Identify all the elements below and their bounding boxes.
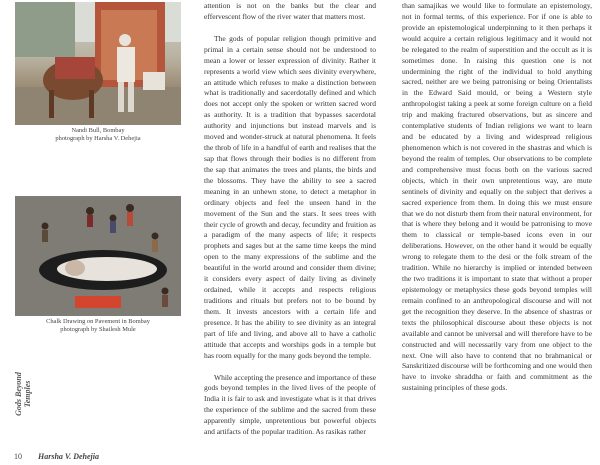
page-footer [14,452,99,461]
paragraph: While accepting the presence and importance of these gods beyond temples in the lived lives of the people of India it is fair to ask and investigate what is it that drives the experience of the sublime and the sacred from these apparently simple, unpretentious but powerful objects and artifacts of the popular tradition. As rasikas rather [204,372,376,437]
running-title: Gods Beyond Temples [14,372,32,416]
photo-caption-chalk [15,318,181,334]
text-column-left [204,1,376,438]
paragraph: attention is not on the banks but the clear and effervescent flow of the river water that matters most. [204,1,376,21]
paragraph: The gods of popular religion though primitive and primal in a certain sense should not be understood to mean a lower or lesser expression of divinity. Rather it represents a world view which sees divinity everywhere, an attitude which refuses to make a distinction between what is traditionally and sacerdotally defined and which does not accept only the spoken or written sacred word as authority. It is a tradition that bypasses sacerdotal authority and injunctions but instead marvels and is moved and wonder-struck at natural phenomena. It feels the throb of life in a handful of earth and realises that the sap that flows through their bodies is no different from the sap that animates the trees and plants, the birds and the blossoms. They have the ability to see a sacred meaning in an unhewn stone, to detect a metaphor in ordinary objects and feel the unseen hand in the movement of the Sun and the stars. It sees trees with their cycle of growth and decay, fecundity and fruition as a paradigm of the many aspects of life; it respects prophets and sages but at the same time keeps the mind open to the many expressions of the sublime and the beautiful in the world around and consider them divine; it considers every aspect of daily living as divinely ordained, while it accepts and respects religious traditions and rituals but prefers not to be bound by them. It invests ancestors with a certain life and presence. It has the ability to see divinity as an integral part of life and living, and above all to have a catholic attitude that accepts and worships gods in a temple but has room equally for the many gods beyond the temple. [204,33,376,360]
page-number: 10 [14,452,22,461]
caption-title: Nandi Bull, Bombay [71,127,125,134]
caption-credit: photograph by Shailesh Mule [60,326,136,333]
nandi-bull-image [15,2,181,125]
chalk-drawing-photo [15,196,181,316]
chalk-drawing-image [15,196,181,316]
caption-credit: photograph by Harsha V. Dehejia [55,135,141,142]
photo-caption-nandi [15,127,181,143]
caption-title: Chalk Drawing on Pavement in Bombay [46,318,150,325]
text-column-right [402,1,592,394]
author-name: Harsha V. Dehejia [38,452,99,461]
nandi-bull-photo [15,2,181,125]
paragraph: than samajikas we would like to formulate an epistemology, not in formal terms, of this experience. For if one is able to provide an epistemological underpinning to it then perhaps it would acquire a certain religious legitimacy and it would not be relegated to the realm of superstition and the occult as it is sometimes done. In raising this question one is not undermining the right of the individual to hold anything sacred, neither are we being patronising or being Orientalists in the Edward Said mould, or being a Western style anthropologist taking a peek at some foreign culture on a field trip and making fractured observations, but as sincere and contemplative students of Indian religions we want to learn and be educated by a living and widespread religious phenomenon which is not covered in the shastras and which is beyond the realm of temples. Our observations to be complete and comprehensive must focus both on the various sacred objects, which in their own unpretentious way, are mute sentinels of divinity and equally on the subject that derives a sacred experience from them. In doing this we must ensure that we do not disturb them from their natural environment, for that is where they belong and it would be patronising to move them to classical or temple-based icons even in our deliberations. However, on the other hand it would be equally wrong to relegate them to the desi or the folk stream of the tradition. While no hierarchy is implied or intended between the two traditions it is important to state that without a proper epistemology or metaphysics these gods beyond temples will remain confined to an anthropological discourse and will not get the recognition they deserve. In the absence of shastras or texts the philosophical discourse about these objects is not available and cannot be universal and will therefore have to be constructed and will necessarily vary from one object to the next. One will also have to contend that no brahmanical or Sanskritized discourse will be forthcoming and one would then have to invoke shraddha or faith and commitment as the sustaining principles of these gods. [402,1,592,393]
